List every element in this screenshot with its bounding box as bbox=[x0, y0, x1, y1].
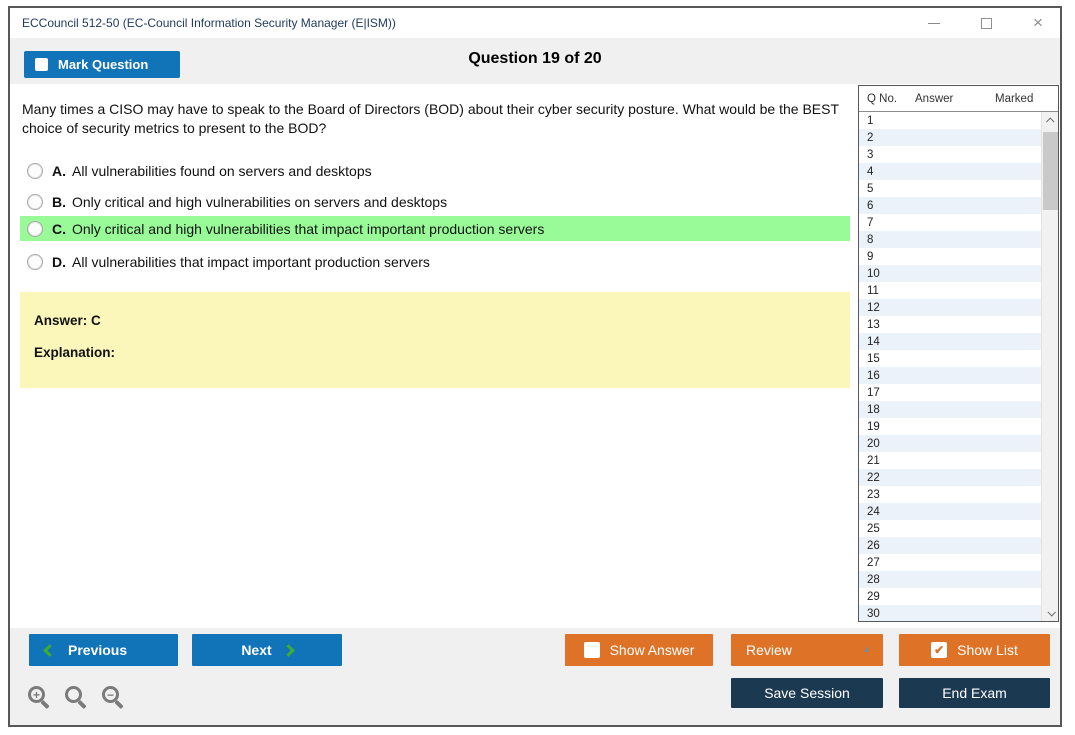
exam-window bbox=[8, 6, 1062, 727]
show-answer-button[interactable] bbox=[565, 634, 713, 666]
scroll-down-button[interactable] bbox=[1042, 604, 1059, 621]
q-no-cell: 15 bbox=[867, 352, 880, 365]
option-letter: C. bbox=[52, 220, 66, 237]
mark-question-label: Mark Question bbox=[58, 57, 149, 72]
explanation-label: Explanation: bbox=[34, 345, 116, 360]
question-list-row[interactable] bbox=[859, 197, 1041, 214]
header-strip bbox=[10, 38, 1060, 84]
zoom-in-icon: + bbox=[28, 686, 45, 703]
option-text: Only critical and high vulnerabilities that impact important production servers bbox=[72, 220, 545, 237]
question-list-panel bbox=[858, 85, 1059, 622]
q-no-cell: 3 bbox=[867, 148, 874, 161]
question-list-row[interactable] bbox=[859, 503, 1041, 520]
q-no-cell: 14 bbox=[867, 335, 880, 348]
q-no-cell: 21 bbox=[867, 454, 880, 467]
question-list-row[interactable] bbox=[859, 418, 1041, 435]
q-no-cell: 27 bbox=[867, 556, 880, 569]
question-list-row[interactable] bbox=[859, 605, 1041, 621]
question-list-row[interactable] bbox=[859, 333, 1041, 350]
previous-label: Previous bbox=[68, 642, 128, 658]
answer-option[interactable] bbox=[20, 249, 850, 274]
q-no-cell: 30 bbox=[867, 607, 880, 620]
question-list-row[interactable] bbox=[859, 401, 1041, 418]
question-list-body bbox=[859, 112, 1041, 621]
chevron-down-icon bbox=[1047, 608, 1055, 616]
column-q-no: Q No. bbox=[867, 92, 898, 105]
show-answer-label: Show Answer bbox=[609, 642, 695, 658]
q-no-cell: 10 bbox=[867, 267, 880, 280]
question-list-row[interactable] bbox=[859, 384, 1041, 401]
q-no-cell: 22 bbox=[867, 471, 880, 484]
radio-button[interactable] bbox=[27, 221, 43, 237]
previous-button[interactable] bbox=[29, 634, 178, 666]
option-text: All vulnerabilities found on servers and desktops bbox=[72, 162, 372, 179]
question-list-row[interactable] bbox=[859, 452, 1041, 469]
q-no-cell: 13 bbox=[867, 318, 880, 331]
radio-button[interactable] bbox=[27, 163, 43, 179]
window-title: ECCouncil 512-50 (EC-Council Information Security Manager (E|ISM)) bbox=[22, 16, 396, 30]
q-no-cell: 29 bbox=[867, 590, 880, 603]
q-no-cell: 4 bbox=[867, 165, 874, 178]
save-session-button[interactable] bbox=[731, 678, 883, 708]
radio-button[interactable] bbox=[27, 254, 43, 270]
show-answer-checkbox bbox=[584, 642, 600, 658]
question-list-row[interactable] bbox=[859, 350, 1041, 367]
q-no-cell: 2 bbox=[867, 131, 874, 144]
caret-up-icon: ▲ bbox=[862, 644, 871, 654]
q-no-cell: 8 bbox=[867, 233, 874, 246]
question-list-row[interactable] bbox=[859, 180, 1041, 197]
answer-option[interactable] bbox=[20, 158, 850, 183]
scrollbar-thumb[interactable] bbox=[1043, 132, 1058, 210]
q-no-cell: 1 bbox=[867, 114, 874, 127]
chevron-right-icon bbox=[282, 644, 295, 657]
zoom-toolbar bbox=[26, 684, 128, 712]
option-text: Only critical and high vulnerabilities on servers and desktops bbox=[72, 193, 448, 210]
minimize-button[interactable] bbox=[926, 15, 942, 31]
question-list-row[interactable] bbox=[859, 129, 1041, 146]
question-list-row[interactable] bbox=[859, 554, 1041, 571]
q-no-cell: 23 bbox=[867, 488, 880, 501]
question-list-row[interactable] bbox=[859, 265, 1041, 282]
window-controls bbox=[926, 8, 1046, 38]
question-list-row[interactable] bbox=[859, 486, 1041, 503]
next-button[interactable] bbox=[192, 634, 342, 666]
column-marked: Marked bbox=[995, 92, 1034, 105]
q-no-cell: 25 bbox=[867, 522, 880, 535]
question-list-row[interactable] bbox=[859, 214, 1041, 231]
question-list-row[interactable] bbox=[859, 571, 1041, 588]
save-session-label: Save Session bbox=[764, 685, 850, 701]
q-no-cell: 26 bbox=[867, 539, 880, 552]
answer-option[interactable] bbox=[20, 216, 850, 241]
q-no-cell: 28 bbox=[867, 573, 880, 586]
q-no-cell: 6 bbox=[867, 199, 874, 212]
close-button[interactable]: × bbox=[1033, 13, 1043, 32]
question-text: Many times a CISO may have to speak to the Board of Directors (BOD) about their cyber security posture. What would be the BEST choice of security metrics to present to the BOD? bbox=[22, 101, 839, 136]
q-no-cell: 17 bbox=[867, 386, 880, 399]
next-label: Next bbox=[241, 642, 272, 658]
maximize-icon bbox=[981, 18, 992, 29]
zoom-out-icon: − bbox=[102, 686, 119, 703]
zoom-in-button[interactable] bbox=[26, 684, 54, 712]
title-bar bbox=[10, 8, 1060, 38]
question-list-row[interactable] bbox=[859, 231, 1041, 248]
q-no-cell: 12 bbox=[867, 301, 880, 314]
review-label: Review bbox=[746, 642, 792, 658]
q-no-cell: 5 bbox=[867, 182, 874, 195]
question-list-row[interactable] bbox=[859, 163, 1041, 180]
show-list-checkbox: ✔ bbox=[931, 642, 947, 658]
end-exam-label: End Exam bbox=[942, 685, 1007, 701]
column-answer: Answer bbox=[915, 92, 954, 105]
q-no-cell: 18 bbox=[867, 403, 880, 416]
minimize-icon bbox=[928, 23, 940, 24]
show-list-label: Show List bbox=[957, 642, 1018, 658]
q-no-cell: 11 bbox=[867, 284, 879, 297]
answer-explanation-box bbox=[20, 292, 850, 388]
question-list-row[interactable] bbox=[859, 282, 1041, 299]
end-exam-button[interactable] bbox=[899, 678, 1050, 708]
scroll-up-button[interactable] bbox=[1042, 112, 1059, 129]
answer-option[interactable] bbox=[20, 189, 850, 214]
maximize-button[interactable] bbox=[978, 15, 994, 31]
q-no-cell: 7 bbox=[867, 216, 874, 229]
question-list-row[interactable] bbox=[859, 588, 1041, 605]
question-list-row[interactable] bbox=[859, 299, 1041, 316]
zoom-reset-button[interactable] bbox=[63, 684, 91, 712]
question-list-row[interactable] bbox=[859, 316, 1041, 333]
question-counter: Question 19 of 20 bbox=[468, 50, 602, 67]
q-no-cell: 24 bbox=[867, 505, 880, 518]
option-letter: B. bbox=[52, 193, 66, 210]
show-list-button[interactable] bbox=[899, 634, 1050, 666]
q-no-cell: 16 bbox=[867, 369, 880, 382]
question-list-scrollbar[interactable] bbox=[1041, 112, 1058, 621]
question-list-header bbox=[859, 86, 1058, 112]
question-list-row[interactable] bbox=[859, 367, 1041, 384]
q-no-cell: 20 bbox=[867, 437, 880, 450]
radio-button[interactable] bbox=[27, 194, 43, 210]
option-letter: D. bbox=[52, 253, 66, 270]
q-no-cell: 19 bbox=[867, 420, 880, 433]
question-list-row[interactable] bbox=[859, 469, 1041, 486]
question-list-row[interactable] bbox=[859, 537, 1041, 554]
answer-label: Answer: C bbox=[34, 313, 101, 328]
zoom-out-button[interactable] bbox=[100, 684, 128, 712]
chevron-left-icon bbox=[43, 644, 56, 657]
chevron-up-icon bbox=[1046, 117, 1054, 125]
footer-bar bbox=[10, 628, 1060, 725]
question-list-row[interactable] bbox=[859, 435, 1041, 452]
option-text: All vulnerabilities that impact important production servers bbox=[72, 253, 430, 270]
question-list-row[interactable] bbox=[859, 112, 1041, 129]
question-list-row[interactable] bbox=[859, 520, 1041, 537]
q-no-cell: 9 bbox=[867, 250, 874, 263]
question-list-row[interactable] bbox=[859, 248, 1041, 265]
option-letter: A. bbox=[52, 162, 66, 179]
review-button[interactable] bbox=[731, 634, 883, 666]
question-list-row[interactable] bbox=[859, 146, 1041, 163]
